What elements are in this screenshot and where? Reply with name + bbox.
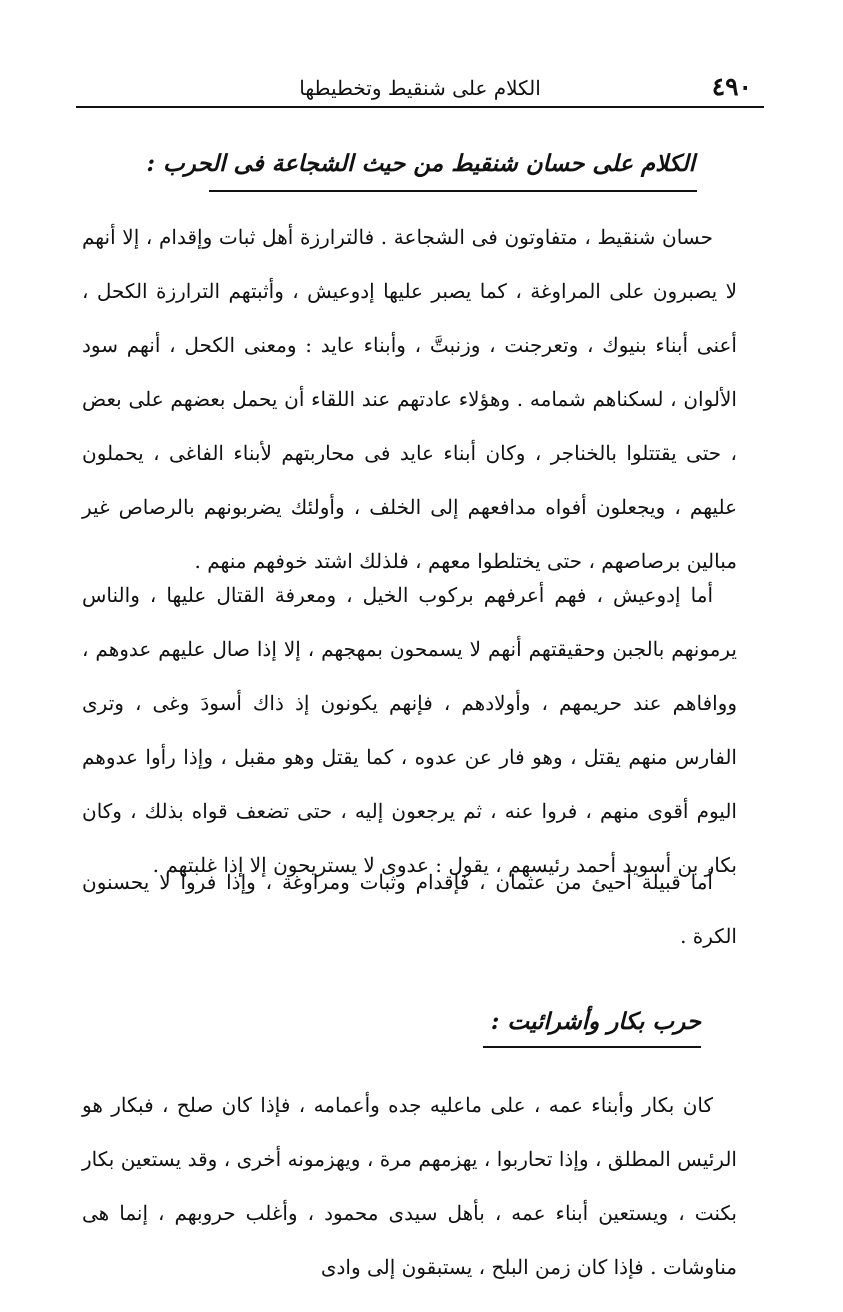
section-heading-courage: الكلام على حسان شنقيط من حيث الشجاعة فى الحرب : xyxy=(146,150,695,177)
header-rule xyxy=(76,106,764,108)
paragraph-text: كان بكار وأبناء عمه ، على ماعليه جده وأعمامه ، فإذا كان صلح ، فبكار هو الرئيس المطلق ، وإذا تحاربوا ، يهزمهم مرة ، ويهزمونه أخرى ، وقد يستعين بكار بكنت ، ويستعين أبناء عمه ، بأهل سيدى محمود ، وأغلب حروبهم ، إنما هى مناوشات . فإذا كان زمن البلح ، يستبقون إلى وادى xyxy=(82,1093,737,1279)
running-header xyxy=(78,66,762,106)
paragraph-text: أما قبيلة أحيئ من عثمان ، فإقدام وثبات ومراوغة ، وإذا فروا لا يحسنون الكرة . xyxy=(82,870,737,948)
paragraph-trarza xyxy=(82,210,737,588)
heading-underline xyxy=(209,190,697,192)
heading-underline xyxy=(483,1046,701,1048)
paragraph-ahiyi xyxy=(82,855,737,963)
running-title: الكلام على شنقيط وتخطيطها xyxy=(299,76,541,100)
paragraph-text: حسان شنقيط ، متفاوتون فى الشجاعة . فالترارزة أهل ثبات وإقدام ، إلا أنهم لا يصبرون على المراوغة ، كما يصبر عليها إدوعيش ، وأثبتهم الترارزة الكحل ، أعنى أبناء بنيوك ، وتعرجنت ، وزنبتَّ ، وأبناء عايد : ومعنى الكحل ، أنهم سود الألوان ، لسكناهم شمامه . وهؤلاء عادتهم عند اللقاء أن يحمل بعضهم على بعض ، حتى يقتتلوا بالخناجر ، وكان أبناء عايد فى محاربتهم لأبناء الفاغى ، يحملون عليهم ، ويجعلون أفواه مدافعهم إلى الخلف ، وأولئك يضربونهم بالرصاص غير مبالين برصاصهم ، حتى يختلطوا معهم ، فلذلك اشتد خوفهم منهم . xyxy=(82,225,737,573)
paragraph-idawaish xyxy=(82,568,737,892)
page-number: ٤٩٠ xyxy=(711,72,752,101)
paragraph-text: أما إدوعيش ، فهم أعرفهم بركوب الخيل ، ومعرفة القتال عليها ، والناس يرمونهم بالجبن وحقيقتهم أنهم لا يسمحون بمهجهم ، إلا إذا صال عليهم عدوهم ، ووافاهم عند حريمهم ، وأولادهم ، فإنهم يكونون إذ ذاك أسودَ وغى ، وترى الفارس منهم يقتل ، وهو فار عن عدوه ، كما يقتل وهو مقبل ، وإذا رأوا عدوهم اليوم أقوى منهم ، فروا عنه ، ثم يرجعون إليه ، حتى تضعف قواه بذلك ، وكان بكار بن أسويد أحمد رئيسهم ، يقول : عدوى لا يستريحون إلا إذا غلبتهم . xyxy=(82,583,738,877)
section-heading-bakkar-war: حرب بكار وأشرائيت : xyxy=(490,1008,701,1035)
paragraph-bakkar xyxy=(82,1078,737,1294)
